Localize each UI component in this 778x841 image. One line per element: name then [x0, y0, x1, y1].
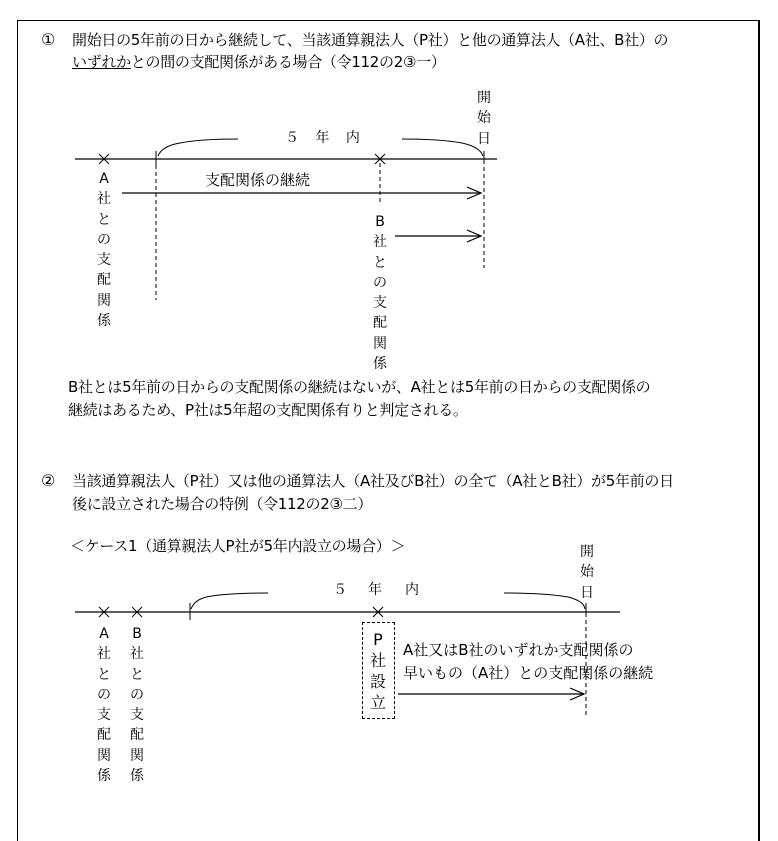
- char: と: [97, 666, 111, 683]
- char: 社: [130, 646, 144, 663]
- d1-start-day-label: [475, 88, 493, 149]
- char: 日: [477, 130, 491, 147]
- char: A: [99, 171, 109, 187]
- section2-number: ②: [41, 471, 56, 490]
- d2-period-label-within: 内: [405, 582, 419, 598]
- d2-period-label-year: 年: [368, 582, 382, 598]
- d2-a-relation-label: [95, 624, 113, 786]
- char: 配: [373, 315, 387, 332]
- char: 関: [373, 335, 387, 352]
- d2-brace-left: [191, 593, 268, 609]
- char: P: [373, 630, 383, 649]
- d2-period-label-5: ５: [333, 582, 347, 598]
- char: 支: [97, 707, 111, 724]
- char: B: [132, 626, 142, 642]
- d2-continuation-arrow: [398, 688, 584, 700]
- section1-conclusion-line2: 継続はあるため、P社は5年超の支配関係有りと判定される。: [68, 401, 468, 419]
- char: の: [97, 686, 111, 703]
- case1-title: ＜ケース1（通算親法人P社が5年内設立の場合）＞: [70, 537, 406, 555]
- char: と: [130, 666, 144, 683]
- char: 社: [369, 651, 386, 670]
- p-established-label: [369, 629, 387, 713]
- char: 係: [97, 768, 111, 785]
- d2-brace-right: [504, 593, 585, 609]
- char: 社: [97, 191, 111, 208]
- char: 始: [477, 110, 491, 127]
- section1-underlined-word: いずれか: [72, 53, 131, 71]
- section1-heading-line2-rest: との間の支配関係がある場合（令112の2③一）: [130, 53, 446, 71]
- char: と: [373, 254, 387, 271]
- d2-continuation-line2: 早いもの（A社）との支配関係の継続: [403, 664, 654, 682]
- char: 支: [97, 252, 111, 269]
- char: 係: [373, 356, 387, 373]
- d1-continuation-label: 支配関係の継続: [205, 171, 311, 189]
- char: の: [97, 231, 111, 248]
- char: 関: [130, 747, 144, 764]
- char: 配: [97, 727, 111, 744]
- char: 社: [373, 234, 387, 251]
- char: A: [99, 626, 109, 642]
- section1-conclusion-line1: B社とは5年前の日からの支配関係の継続はないが、A社とは5年前の日からの支配関係の: [68, 378, 651, 396]
- char: 支: [130, 707, 144, 724]
- d2-b-relation-label: [128, 624, 146, 786]
- char: 社: [97, 646, 111, 663]
- char: と: [97, 211, 111, 228]
- char: 設: [369, 672, 386, 691]
- char: 係: [130, 768, 144, 785]
- char: 立: [369, 693, 386, 712]
- section1-heading-line1: 開始日の5年前の日から継続して、当該通算親法人（P社）と他の通算法人（A社、B社）の: [72, 31, 669, 49]
- d2-start-day-label: [578, 542, 596, 603]
- char: 配: [97, 272, 111, 289]
- char: B: [375, 214, 385, 230]
- d2-continuation-line1: A社又はB社のいずれか支配関係の: [403, 641, 634, 659]
- d1-b-arrow: [395, 230, 481, 242]
- d1-b-relation-label: [371, 212, 389, 374]
- char: 開: [477, 90, 491, 106]
- char: 支: [373, 295, 387, 312]
- char: 係: [97, 313, 111, 330]
- char: 関: [97, 747, 111, 764]
- char: 始: [580, 564, 594, 581]
- char: の: [130, 686, 144, 703]
- section1-number: ①: [41, 30, 56, 49]
- d1-brace-right: [402, 139, 483, 156]
- char: 日: [580, 584, 594, 601]
- d1-brace-left: [158, 139, 238, 156]
- section2-heading-line2: 後に設立された場合の特例（令112の2③二）: [72, 495, 373, 513]
- char: の: [373, 274, 387, 291]
- d1-period-label: ５ 年 内: [285, 130, 366, 146]
- char: 配: [130, 727, 144, 744]
- section2-heading-line1: 当該通算親法人（P社）又は他の通算法人（A社及びB社）の全て（A社とB社）が5年前の日: [72, 472, 674, 490]
- d1-a-relation-label: [95, 169, 113, 331]
- char: 関: [97, 292, 111, 309]
- char: 開: [580, 544, 594, 560]
